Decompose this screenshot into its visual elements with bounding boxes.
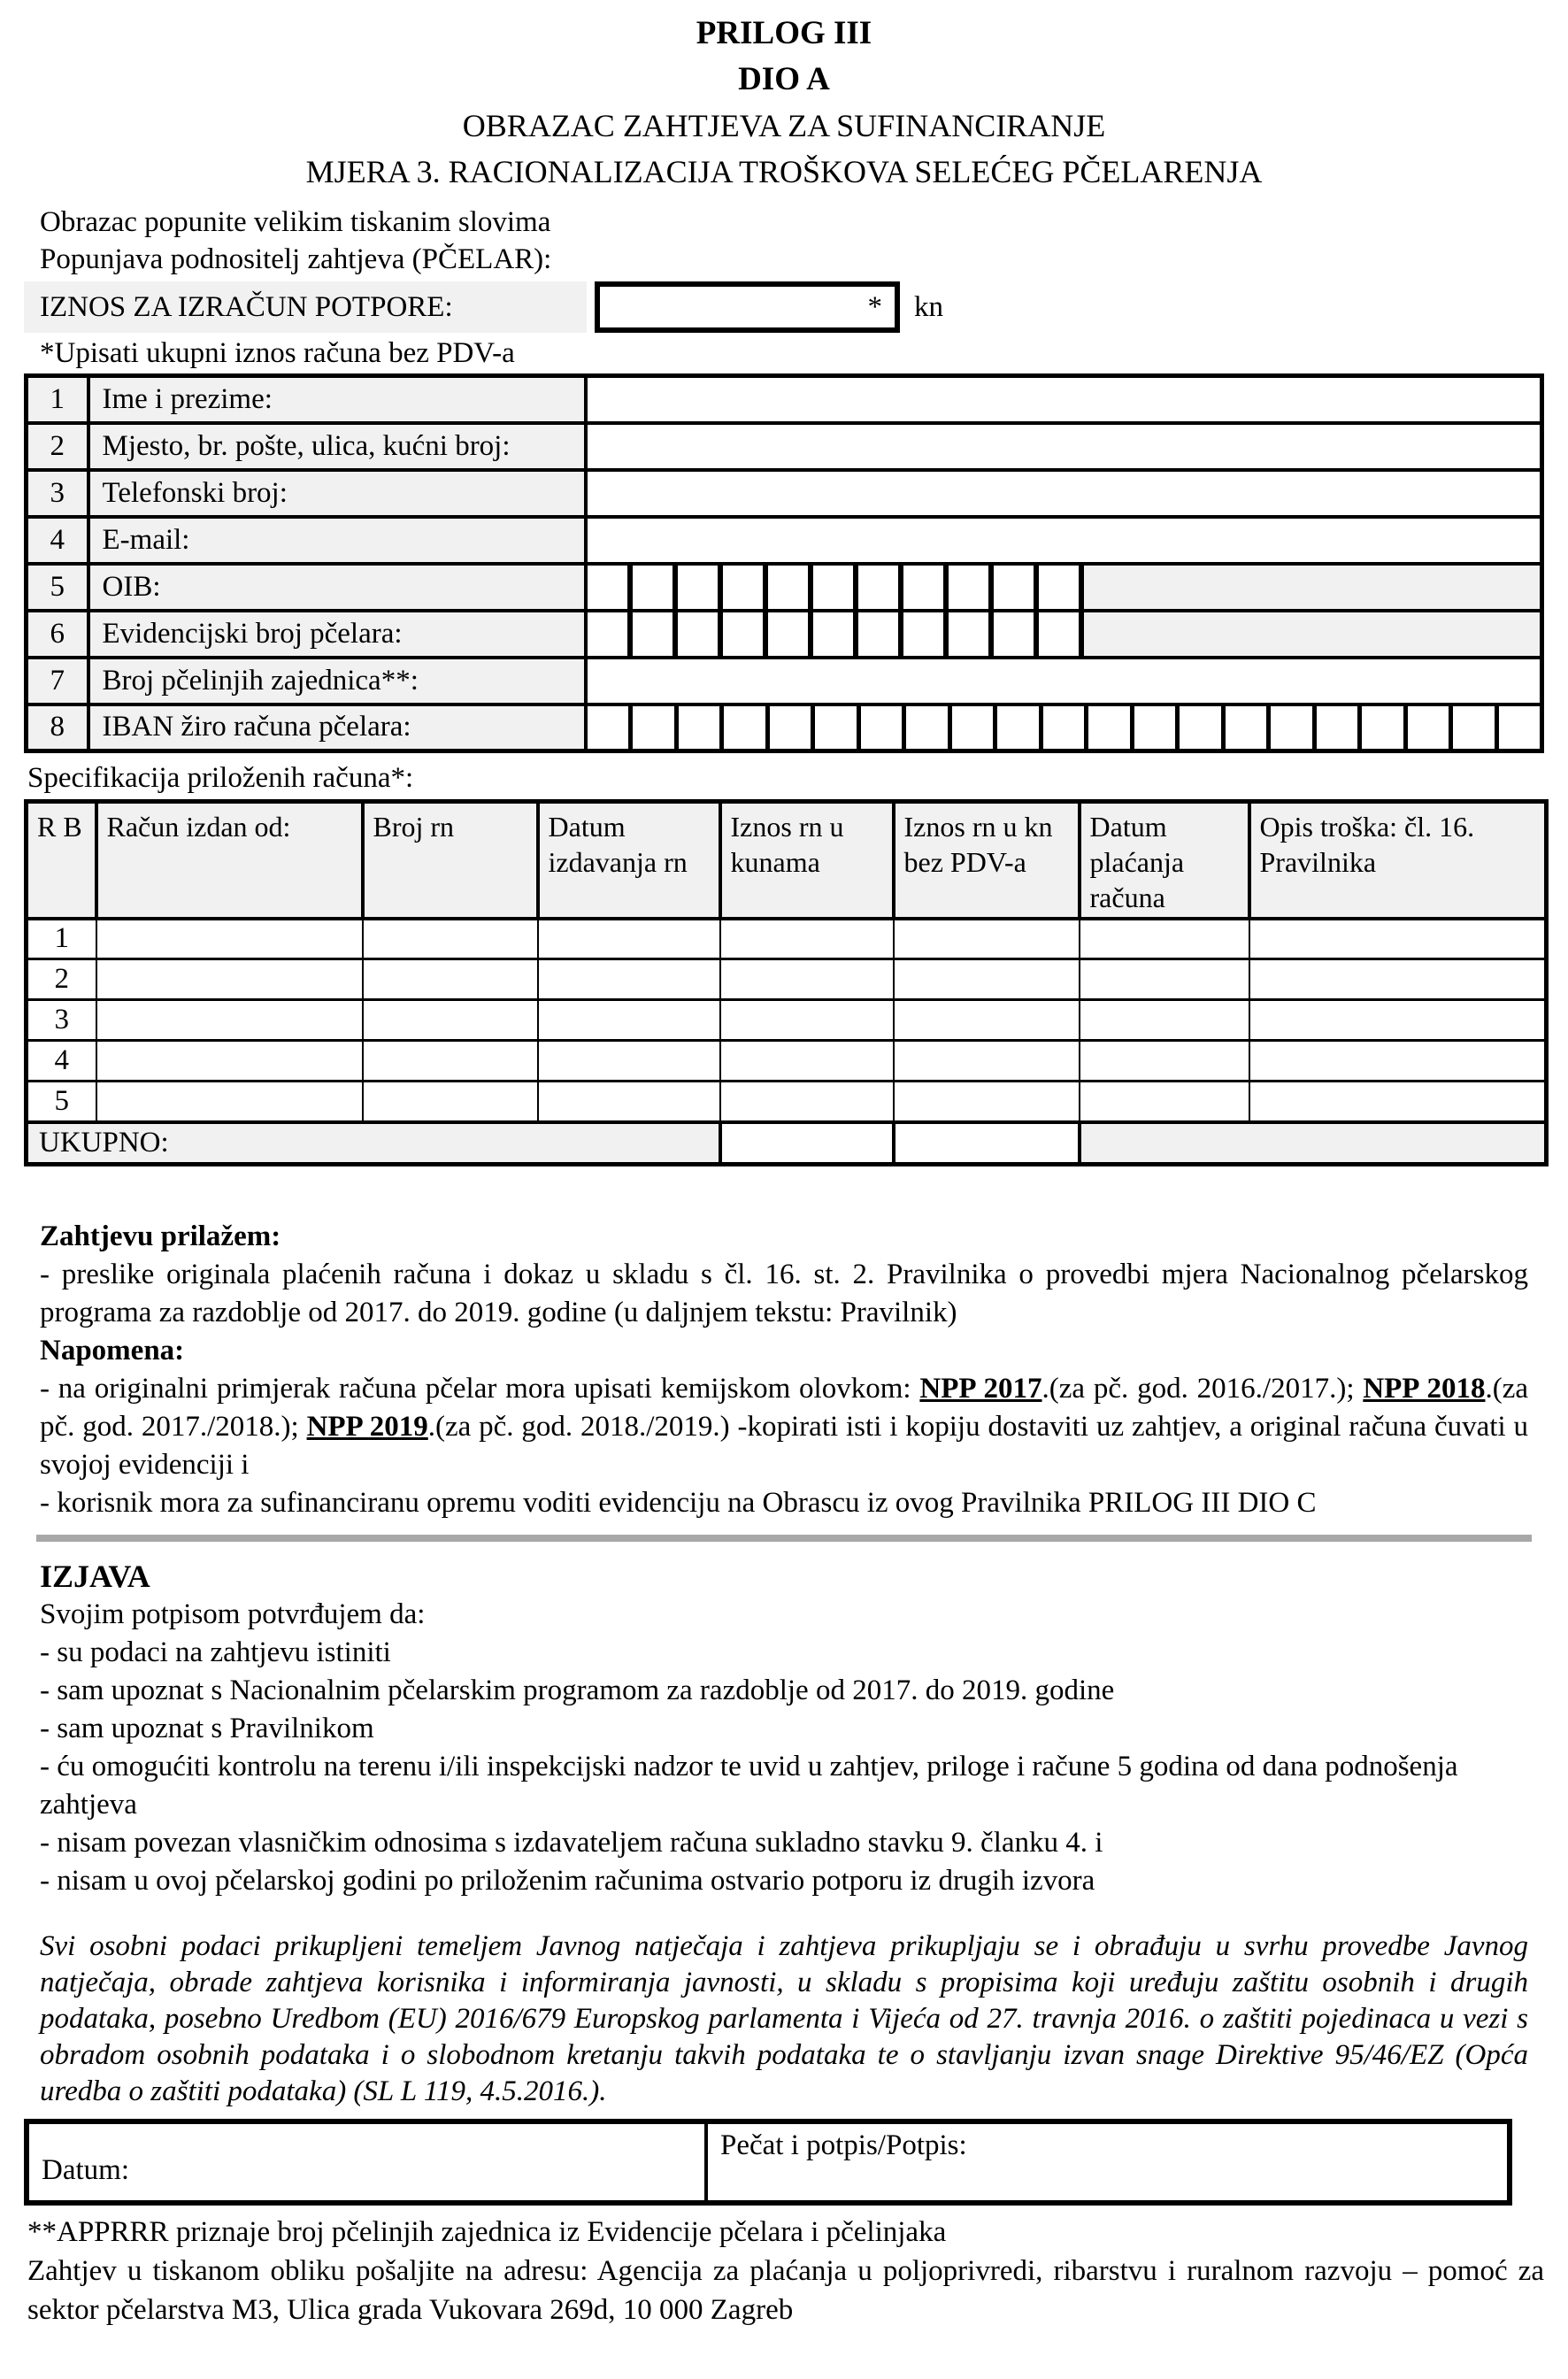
row-filler xyxy=(1084,612,1541,656)
row-3-value[interactable] xyxy=(586,470,1542,517)
evid-digit-cell[interactable] xyxy=(633,612,678,656)
iban-digit-cell[interactable] xyxy=(1408,706,1454,750)
spec-cell[interactable] xyxy=(538,1041,720,1082)
iban-digit-cell[interactable] xyxy=(1134,706,1180,750)
row-4-value[interactable] xyxy=(586,517,1542,564)
stamp-cell[interactable] xyxy=(706,2121,1510,2203)
evid-digit-cell[interactable] xyxy=(858,612,903,656)
evid-digit-cell[interactable] xyxy=(588,612,633,656)
table-row xyxy=(27,423,1542,470)
row-7-value[interactable] xyxy=(586,658,1542,704)
evid-digit-cell[interactable] xyxy=(768,612,813,656)
table-row xyxy=(27,376,1542,423)
table-row xyxy=(27,564,1542,611)
izjava-item-4: - ću omogućiti kontrolu na terenu i/ili inspekcijski nadzor te uvid u zahtjev, priloge i račune 5 godina od dana podnošenja zahtjeva xyxy=(40,1751,1458,1821)
table-row xyxy=(27,517,1542,564)
row-1-label: Ime i prezime: xyxy=(88,376,586,423)
spec-row-4-number: 4 xyxy=(27,1041,96,1082)
iban-digit-cell[interactable] xyxy=(1499,706,1541,750)
evid-digit-cell[interactable] xyxy=(723,612,768,656)
row-6-number: 6 xyxy=(27,611,88,658)
spec-row-5-number: 5 xyxy=(27,1082,96,1122)
spec-row xyxy=(27,1082,1547,1122)
row-4-label: E-mail: xyxy=(88,517,586,564)
evid-digit-cell[interactable] xyxy=(994,612,1039,656)
spec-cell[interactable] xyxy=(720,959,894,1000)
applicant-table xyxy=(24,373,1544,753)
iznos-unit: kn xyxy=(914,290,943,323)
oib-digit-cell[interactable] xyxy=(768,566,813,609)
table-row xyxy=(27,470,1542,517)
date-cell[interactable] xyxy=(27,2121,706,2203)
row-6-label: Evidencijski broj pčelara: xyxy=(88,611,586,658)
form-title-line-4: MJERA 3. RACIONALIZACIJA TROŠKOVA SELEĆEG PČELARENJA xyxy=(305,154,1263,189)
spec-cell[interactable] xyxy=(894,1082,1080,1122)
spec-header-datum-izdavanja: Datum izdavanja rn xyxy=(538,802,720,919)
stamp-label: Pečat i potpis/Potpis: xyxy=(720,2129,967,2161)
spec-cell[interactable] xyxy=(720,1082,894,1122)
row-8-number: 8 xyxy=(27,704,88,751)
oib-digit-cell[interactable] xyxy=(903,566,949,609)
spec-cell[interactable] xyxy=(96,919,363,959)
oib-digit-cell[interactable] xyxy=(723,566,768,609)
spec-cell[interactable] xyxy=(894,919,1080,959)
attachments-heading: Zahtjevu prilažem: xyxy=(40,1220,281,1252)
spec-cell[interactable] xyxy=(96,1041,363,1082)
intro-note-2: Popunjava podnositelj zahtjeva (PČELAR): xyxy=(40,243,552,275)
privacy-paragraph: Svi osobni podaci prikupljeni temeljem Javnog natječaja i zahtjeva prikupljaju se i obrađuju u svrhu provedbe Javnog natječaja, obrade zahtjeva korisnika i informiranja javnosti, u skladu s propisima koji uređuju zaštitu osobnih i drugih podataka, posebno Uredbom (EU) 2016/679 Europskog parlamenta i Vijeća od 27. travnja 2016. o zaštiti pojedinaca u vezi s obradom osobnih podataka i o slobodnom kretanju takvih podataka te o stavljanju izvan snage Direktive 95/46/EZ (Opća uredba o zaštiti podataka) (SL L 119, 4.5.2016.). xyxy=(40,1930,1528,2107)
spec-cell[interactable] xyxy=(1249,1041,1547,1082)
spec-row-1-number: 1 xyxy=(27,919,96,959)
spec-row xyxy=(27,1000,1547,1041)
footer-note-1: **APPRRR priznaje broj pčelinjih zajednica iz Evidencije pčelara i pčelinjaka xyxy=(27,2216,947,2248)
note-item-1-text: .(za pč. god. 2017./2018.); xyxy=(40,1373,1529,1443)
iznos-asterisk: * xyxy=(867,290,882,323)
date-label: Datum: xyxy=(42,2153,129,2186)
iban-digit-cell[interactable] xyxy=(633,706,679,750)
spec-header-opis: Opis troška: čl. 16. Pravilnika xyxy=(1249,802,1547,919)
iban-digit-cell[interactable] xyxy=(997,706,1043,750)
row-8-label: IBAN žiro računa pčelara: xyxy=(88,704,586,751)
oib-digit-cell[interactable] xyxy=(678,566,723,609)
npp-2017: NPP 2017 xyxy=(919,1373,1042,1405)
spec-cell[interactable] xyxy=(363,919,538,959)
spec-cell[interactable] xyxy=(363,959,538,1000)
izjava-item-3: - sam upoznat s Pravilnikom xyxy=(40,1713,374,1744)
row-2-label: Mjesto, br. pošte, ulica, kućni broj: xyxy=(88,423,586,470)
row-2-value[interactable] xyxy=(586,423,1542,470)
section-divider xyxy=(36,1535,1532,1542)
iban-digit-cell[interactable] xyxy=(906,706,952,750)
spec-row xyxy=(27,959,1547,1000)
izjava-item-5: - nisam povezan vlasničkim odnosima s izdavateljem računa sukladno stavku 9. članku 4. i xyxy=(40,1827,1103,1859)
iban-digit-cell[interactable] xyxy=(1180,706,1226,750)
note-item-1-text: .(za pč. god. 2018./2019.) -kopirati isti i kopiju dostaviti uz zahtjev, a original računa čuvati u svojoj evidenciji i xyxy=(40,1411,1528,1481)
iban-digit-cell[interactable] xyxy=(1453,706,1499,750)
npp-2018: NPP 2018 xyxy=(1363,1373,1486,1405)
spec-cell[interactable] xyxy=(894,959,1080,1000)
note-item-1-text: - na originalni primjerak računa pčelar mora upisati kemijskom olovkom: xyxy=(40,1373,920,1405)
spec-cell[interactable] xyxy=(720,919,894,959)
intro-note-1: Obrazac popunite velikim tiskanim slovima xyxy=(40,206,551,238)
spec-header-rb: R B xyxy=(27,802,96,919)
npp-2019: NPP 2019 xyxy=(306,1411,428,1443)
ukupno-value-bez-pdv[interactable] xyxy=(894,1122,1080,1165)
ukupno-filler xyxy=(1080,1122,1547,1165)
spec-cell[interactable] xyxy=(720,1041,894,1082)
iznos-input[interactable] xyxy=(595,281,900,333)
spec-cell[interactable] xyxy=(1080,1082,1249,1122)
row-3-number: 3 xyxy=(27,470,88,517)
spec-cell[interactable] xyxy=(1249,959,1547,1000)
row-3-label: Telefonski broj: xyxy=(88,470,586,517)
spec-cell[interactable] xyxy=(1080,919,1249,959)
spec-cell[interactable] xyxy=(894,1000,1080,1041)
row-7-number: 7 xyxy=(27,658,88,704)
spec-header-broj: Broj rn xyxy=(363,802,538,919)
ukupno-label: UKUPNO: xyxy=(27,1122,720,1165)
izjava-item-2: - sam upoznat s Nacionalnim pčelarskim programom za razdoblje od 2017. do 2019. godine xyxy=(40,1675,1115,1706)
footer-note-2: Zahtjev u tiskanom obliku pošaljite na adresu: Agencija za plaćanja u poljoprivredi, ribarstvu i ruralnom razvoju – pomoć za sektor pčelarstva M3, Ulica grada Vukovara 269d, 10 000 Zagreb xyxy=(27,2255,1544,2326)
spec-cell[interactable] xyxy=(1249,919,1547,959)
table-row xyxy=(27,658,1542,704)
spec-header-iznos-bez-pdv: Iznos rn u kn bez PDV-a xyxy=(894,802,1080,919)
form-header xyxy=(24,11,1544,195)
oib-digit-cell[interactable] xyxy=(633,566,678,609)
iban-digit-cell[interactable] xyxy=(861,706,907,750)
form-title-line-3: OBRAZAC ZAHTJEVA ZA SUFINANCIRANJE xyxy=(462,108,1106,143)
form-title-line-1: PRILOG III xyxy=(696,15,872,51)
spec-cell[interactable] xyxy=(1080,959,1249,1000)
spec-total-row xyxy=(27,1122,1547,1165)
attachments-item: - preslike originala plaćenih računa i dokaz u skladu s čl. 16. st. 2. Pravilnika o provedbi mjera Nacionalnog pčelarskog programa za razdoblje od 2017. do 2019. godine (u daljnjem tekstu: Pravilnik) xyxy=(40,1259,1528,1328)
ukupno-value-kunama[interactable] xyxy=(720,1122,894,1165)
iban-digit-cell[interactable] xyxy=(952,706,998,750)
spec-cell[interactable] xyxy=(363,1000,538,1041)
signature-row xyxy=(27,2121,1510,2203)
iban-digit-cell[interactable] xyxy=(1088,706,1134,750)
note-item-1 xyxy=(40,1370,1528,1484)
row-7-label: Broj pčelinjih zajednica**: xyxy=(88,658,586,704)
spec-cell[interactable] xyxy=(96,959,363,1000)
oib-digit-cell[interactable] xyxy=(949,566,994,609)
oib-digit-cell[interactable] xyxy=(858,566,903,609)
spec-cell[interactable] xyxy=(363,1041,538,1082)
oib-digit-cell[interactable] xyxy=(813,566,858,609)
iznos-row xyxy=(24,281,1544,333)
iban-digit-cell[interactable] xyxy=(1226,706,1272,750)
row-2-number: 2 xyxy=(27,423,88,470)
spec-cell[interactable] xyxy=(1249,1000,1547,1041)
row-4-number: 4 xyxy=(27,517,88,564)
row-filler xyxy=(1084,566,1541,609)
spec-row-3-number: 3 xyxy=(27,1000,96,1041)
spec-cell[interactable] xyxy=(538,919,720,959)
evid-digit-cell[interactable] xyxy=(1039,612,1084,656)
evid-digit-cell[interactable] xyxy=(813,612,858,656)
spec-cell[interactable] xyxy=(1080,1041,1249,1082)
spec-cell[interactable] xyxy=(894,1041,1080,1082)
row-1-value[interactable] xyxy=(586,376,1542,423)
spec-cell[interactable] xyxy=(363,1082,538,1122)
spec-row xyxy=(27,919,1547,959)
izjava-heading: IZJAVA xyxy=(40,1559,150,1594)
iban-digit-boxes xyxy=(588,706,1541,750)
spec-cell[interactable] xyxy=(538,1000,720,1041)
oib-digit-boxes xyxy=(588,566,1541,609)
row-6-value xyxy=(586,611,1542,658)
spec-header-row xyxy=(27,802,1547,919)
iban-digit-cell[interactable] xyxy=(679,706,725,750)
spec-header-izdan: Račun izdan od: xyxy=(96,802,363,919)
iznos-footnote: *Upisati ukupni iznos računa bez PDV-a xyxy=(40,337,515,369)
spec-cell[interactable] xyxy=(1080,1000,1249,1041)
iban-digit-cell[interactable] xyxy=(1317,706,1363,750)
evid-digit-cell[interactable] xyxy=(903,612,949,656)
table-row xyxy=(27,611,1542,658)
iban-digit-cell[interactable] xyxy=(1362,706,1408,750)
spec-cell[interactable] xyxy=(96,1082,363,1122)
iban-digit-cell[interactable] xyxy=(1271,706,1317,750)
note-item-1-text: .(za pč. god. 2016./2017.); xyxy=(1041,1373,1364,1405)
izjava-item-1: - su podaci na zahtjevu istiniti xyxy=(40,1636,391,1668)
spec-cell[interactable] xyxy=(538,959,720,1000)
oib-digit-cell[interactable] xyxy=(1039,566,1084,609)
iban-digit-cell[interactable] xyxy=(815,706,861,750)
iznos-label: IZNOS ZA IZRAČUN POTPORE: xyxy=(24,281,587,333)
izjava-intro: Svojim potpisom potvrđujem da: xyxy=(40,1598,426,1630)
signature-table xyxy=(24,2119,1512,2206)
row-5-label: OIB: xyxy=(88,564,586,611)
row-8-value xyxy=(586,704,1542,751)
evid-digit-cell[interactable] xyxy=(678,612,723,656)
izjava-item-6: - nisam u ovoj pčelarskoj godini po priloženim računima ostvario potporu iz drugih izvora xyxy=(40,1865,1095,1897)
iban-digit-cell[interactable] xyxy=(724,706,770,750)
oib-digit-cell[interactable] xyxy=(994,566,1039,609)
iban-digit-cell[interactable] xyxy=(1043,706,1089,750)
table-row xyxy=(27,704,1542,751)
row-5-value xyxy=(586,564,1542,611)
spec-cell[interactable] xyxy=(720,1000,894,1041)
evidencijski-digit-boxes xyxy=(588,612,1541,656)
evid-digit-cell[interactable] xyxy=(949,612,994,656)
spec-header-iznos-kunama: Iznos rn u kunama xyxy=(720,802,894,919)
spec-table xyxy=(24,799,1549,1166)
spec-cell[interactable] xyxy=(538,1082,720,1122)
iban-digit-cell[interactable] xyxy=(770,706,816,750)
spec-cell[interactable] xyxy=(1249,1082,1547,1122)
spec-title: Specifikacija priloženih računa*: xyxy=(27,762,414,794)
spec-row xyxy=(27,1041,1547,1082)
spec-row-2-number: 2 xyxy=(27,959,96,1000)
row-1-number: 1 xyxy=(27,376,88,423)
iban-digit-cell[interactable] xyxy=(588,706,634,750)
row-5-number: 5 xyxy=(27,564,88,611)
oib-digit-cell[interactable] xyxy=(588,566,633,609)
spec-header-datum-placanja: Datum plaćanja računa xyxy=(1080,802,1249,919)
form-title-line-2: DIO A xyxy=(738,61,830,97)
note-item-2: - korisnik mora za sufinanciranu opremu voditi evidenciju na Obrascu iz ovog Pravilnika PRILOG III DIO C xyxy=(40,1487,1317,1519)
note-heading: Napomena: xyxy=(40,1335,185,1367)
spec-cell[interactable] xyxy=(96,1000,363,1041)
